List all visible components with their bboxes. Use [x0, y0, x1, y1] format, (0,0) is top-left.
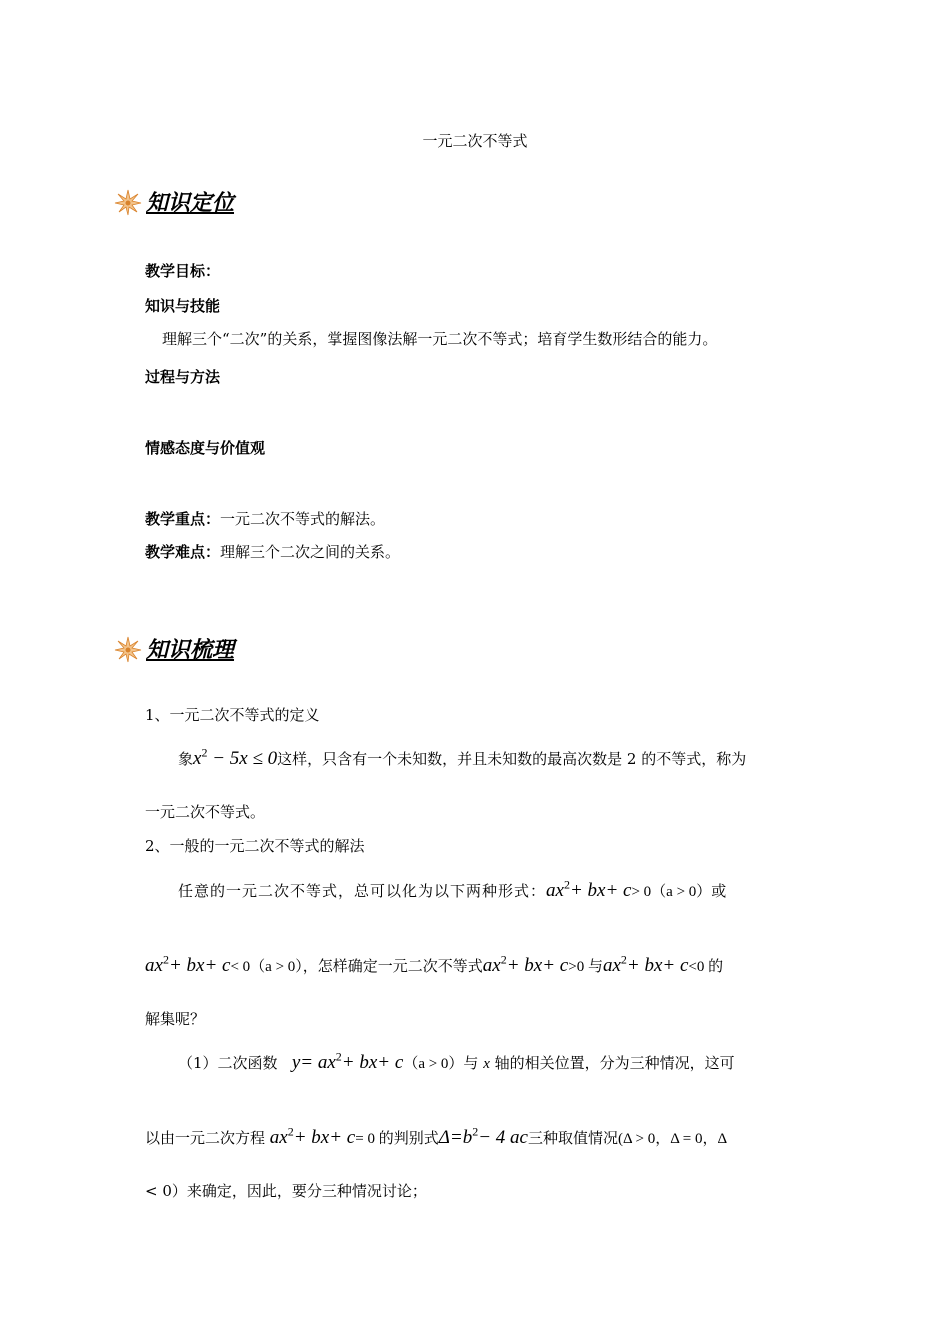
- point2-l1-cond: > 0（a > 0）或: [631, 884, 727, 900]
- quadratic-expression: $ax^2+ bx+ c$: [546, 877, 632, 901]
- point2-line2: [145, 952, 724, 977]
- point2-line1: [178, 877, 727, 902]
- point2-line3: 解集呢？: [145, 1010, 206, 1028]
- point1-line1: [178, 745, 747, 770]
- quadratic-expression: $ax^2+ bx+ c$: [602, 952, 689, 976]
- star-burst-icon: [114, 186, 146, 216]
- key-text: 一元二次不等式的解法。: [220, 510, 386, 528]
- difficult-text: 理解三个二次之间的关系。: [220, 543, 401, 561]
- point1-suffix: 这样，只含有一个未知数，并且未知数的最高次数是 2 的不等式，称为: [277, 750, 747, 768]
- section-header-knowledge-position: [114, 186, 234, 216]
- sub1-cond: （a > 0）与: [403, 1056, 479, 1072]
- sub1-l2-suffix: 三种取值情况(Δ > 0，Δ = 0，Δ: [527, 1131, 728, 1147]
- sub1-suffix: 轴的相关位置，分为三种情况，这可: [494, 1054, 735, 1072]
- difficult-point: [145, 541, 400, 562]
- point2-heading: 2、一般的一元二次不等式的解法: [145, 837, 365, 855]
- section-title: 知识定位: [146, 190, 235, 216]
- knowledge-heading: 知识与技能: [145, 297, 221, 315]
- key-label: 教学重点：: [145, 510, 221, 528]
- point2-l1-text: 任意的一元二次不等式，总可以化为以下两种形式：: [178, 882, 547, 900]
- point1-line2: 一元二次不等式。: [145, 803, 266, 821]
- point2-sub1-line1: [178, 1049, 735, 1074]
- process-heading: 过程与方法: [145, 368, 221, 386]
- point2-l2-gt: >0 与: [568, 959, 603, 975]
- quadratic-expression: $ax^2+ bx+ c$: [145, 952, 231, 976]
- section-header-knowledge-review: [114, 633, 234, 663]
- quadratic-expression: $ax^2+ bx+ c$: [269, 1124, 356, 1148]
- sub1-axis: x: [483, 1056, 490, 1072]
- quadratic-expression: $ax^2+ bx+ c$: [482, 952, 569, 976]
- point2-l2-cond: < 0（a > 0），怎样确定一元二次不等式: [230, 959, 483, 975]
- section-title: 知识梳理: [146, 637, 235, 663]
- key-point: [145, 508, 385, 529]
- point1-formula: $x^2 - 5x \le 0$: [193, 745, 278, 769]
- point2-sub1-line2: [145, 1124, 728, 1149]
- point2-l2-lt: <0 的: [688, 959, 724, 975]
- point1-prefix: 象: [178, 750, 194, 768]
- difficult-label: 教学难点：: [145, 543, 221, 561]
- point1-heading: 1、一元二次不等式的定义: [145, 706, 320, 724]
- knowledge-text: 理解三个“二次”的关系，掌握图像法解一元二次不等式；培育学生数形结合的能力。: [162, 330, 718, 348]
- document-title: 一元二次不等式: [422, 132, 528, 150]
- discriminant-formula: $\Delta=b^2- 4$ ac: [438, 1124, 528, 1148]
- sub1-l2-prefix: 以由一元二次方程: [145, 1129, 266, 1147]
- star-burst-icon: [114, 633, 146, 663]
- quadratic-function: $y= ax^2+ bx+ c$: [291, 1049, 404, 1073]
- sub1-l2-eq: = 0 的判别式: [355, 1131, 439, 1147]
- objectives-heading: 教学目标：: [145, 262, 221, 280]
- emotion-heading: 情感态度与价值观: [145, 439, 266, 457]
- sub1-prefix: （1）二次函数: [178, 1054, 278, 1072]
- point2-sub1-line3: < 0）来确定，因此，要分三种情况讨论；: [145, 1182, 427, 1200]
